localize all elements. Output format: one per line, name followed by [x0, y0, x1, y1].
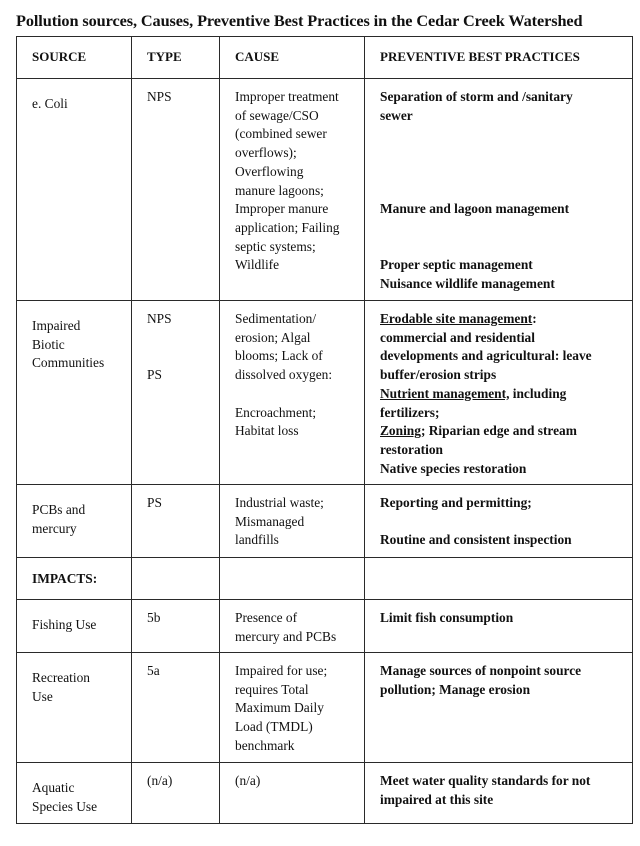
- cell-line: application; Failing: [235, 219, 340, 235]
- cell-line: Impaired: [32, 318, 81, 333]
- cause-cell: [220, 79, 365, 301]
- table-row: [17, 600, 633, 653]
- cell-line: [380, 200, 624, 219]
- source-cell: [17, 600, 132, 653]
- cell-line: Encroachment;: [235, 404, 317, 420]
- cell-line: [380, 107, 624, 126]
- cell-line: [147, 329, 211, 348]
- pollution-table: [16, 36, 633, 824]
- practice-text: sewer: [380, 107, 413, 123]
- cell-line: [380, 513, 624, 532]
- cell-line: 5a: [147, 663, 160, 678]
- cell-line: Load (TMDL): [235, 719, 313, 735]
- type-cell: [132, 558, 220, 600]
- table-row: [17, 653, 633, 763]
- cell-line: mercury: [32, 520, 77, 536]
- cell-line: [147, 347, 211, 366]
- cell-line: Presence of: [235, 610, 298, 625]
- cell-line: Habitat loss: [235, 423, 299, 439]
- cause-cell: [220, 763, 365, 824]
- practice-heading: Erodable site management: [380, 311, 533, 326]
- cell-line: septic systems;: [235, 238, 316, 254]
- cell-line: e. Coli: [32, 96, 68, 111]
- cell-line: manure lagoons;: [235, 182, 324, 198]
- type-cell: [132, 653, 220, 763]
- cell-line: Impaired for use;: [235, 663, 328, 678]
- cell-line: NPS: [147, 89, 172, 104]
- practices-cell: [365, 79, 633, 301]
- cell-line: [380, 681, 624, 700]
- cell-line: [380, 181, 624, 200]
- practice-text: restoration: [380, 441, 443, 457]
- cell-line: Communities: [32, 355, 105, 371]
- cause-cell: [220, 653, 365, 763]
- source-cell: [17, 653, 132, 763]
- practices-cell: [365, 653, 633, 763]
- cell-line: Aquatic: [32, 780, 75, 795]
- cell-line: [380, 347, 624, 366]
- cell-line: [380, 531, 624, 550]
- cell-line: [380, 125, 624, 144]
- type-cell: [132, 79, 220, 301]
- practice-text: Manage sources of nonpoint source: [380, 663, 582, 678]
- cell-line: (n/a): [235, 773, 261, 788]
- header-type: TYPE: [132, 37, 220, 79]
- cell-line: Fishing Use: [32, 617, 97, 632]
- cell-line: Recreation: [32, 670, 90, 685]
- source-cell: [17, 763, 132, 824]
- cell-line: [380, 385, 624, 404]
- cell-line: overflows);: [235, 145, 297, 161]
- cause-cell: [220, 600, 365, 653]
- practice-text: developments and agricultural: leave: [380, 348, 592, 364]
- impacts-label: IMPACTS:: [32, 571, 98, 586]
- impacts-section-row: [17, 558, 633, 600]
- practice-text: Separation of storm and /sanitary: [380, 89, 573, 104]
- header-source: SOURCE: [17, 37, 132, 79]
- practice-text: commercial and residential: [380, 329, 535, 345]
- cell-line: Biotic: [32, 336, 65, 352]
- practice-text: Manure and lagoon management: [380, 201, 570, 217]
- source-cell: [17, 301, 132, 485]
- cell-line: [380, 329, 624, 348]
- practice-text: fertilizers;: [380, 404, 440, 420]
- practice-text: Routine and consistent inspection: [380, 532, 572, 548]
- cell-line: 5b: [147, 610, 161, 625]
- practices-cell: [365, 485, 633, 558]
- cell-line: [380, 441, 624, 460]
- cell-line: [380, 662, 624, 681]
- type-cell: [132, 301, 220, 485]
- practices-cell: [365, 558, 633, 600]
- cell-line: [380, 275, 624, 294]
- practice-text: Proper septic management: [380, 257, 533, 273]
- cell-line: Maximum Daily: [235, 700, 324, 716]
- source-cell: [17, 79, 132, 301]
- cell-line: PCBs and: [32, 502, 86, 517]
- cell-line: [380, 88, 624, 107]
- cell-line: Improper manure: [235, 201, 329, 217]
- cause-cell: [220, 301, 365, 485]
- source-cell: [17, 558, 132, 600]
- cell-line: [380, 238, 624, 257]
- cell-line: erosion; Algal: [235, 329, 311, 345]
- cell-line: (n/a): [147, 773, 173, 788]
- table-row: [17, 763, 633, 824]
- cause-cell: [220, 485, 365, 558]
- practice-text: pollution; Manage erosion: [380, 681, 531, 697]
- cell-line: [380, 494, 624, 513]
- table-row: [17, 485, 633, 558]
- header-practices: PREVENTIVE BEST PRACTICES: [365, 37, 633, 79]
- cell-line: [380, 163, 624, 182]
- cause-cell: [220, 558, 365, 600]
- cell-line: [380, 772, 624, 791]
- type-cell: [132, 600, 220, 653]
- practices-cell: [365, 600, 633, 653]
- cell-line: [380, 310, 624, 329]
- cell-line: [380, 609, 624, 628]
- cell-line: [380, 366, 624, 385]
- cell-line: [380, 144, 624, 163]
- table-row: [17, 79, 633, 301]
- cell-line: landfills: [235, 532, 279, 548]
- cell-line: Sedimentation/: [235, 311, 317, 326]
- practice-text: Reporting and permitting;: [380, 495, 532, 510]
- cell-line: PS: [147, 367, 162, 383]
- cell-line: [380, 404, 624, 423]
- practice-text: including: [509, 385, 567, 401]
- practice-text: Limit fish consumption: [380, 610, 514, 625]
- cell-line: blooms; Lack of: [235, 348, 323, 364]
- document-title: Pollution sources, Causes, Preventive Best Practices in the Cedar Creek Watershed: [16, 11, 583, 30]
- practices-cell: [365, 301, 633, 485]
- cell-line: Wildlife: [235, 257, 280, 273]
- cell-line: Overflowing: [235, 163, 304, 179]
- cell-line: benchmark: [235, 737, 295, 753]
- table-row: [17, 301, 633, 485]
- cell-line: [235, 385, 356, 404]
- practice-text: :: [532, 311, 537, 326]
- practice-text: ; Riparian edge and stream: [420, 423, 577, 439]
- cell-line: [380, 460, 624, 479]
- practice-text: buffer/erosion strips: [380, 367, 497, 383]
- cell-line: [380, 256, 624, 275]
- header-row: [17, 37, 633, 79]
- cell-line: Mismanaged: [235, 513, 305, 529]
- cell-line: (combined sewer: [235, 126, 327, 142]
- cell-line: requires Total: [235, 681, 309, 697]
- cell-line: dissolved oxygen:: [235, 367, 333, 383]
- cell-line: Use: [32, 688, 53, 704]
- cell-line: Improper treatment: [235, 89, 339, 104]
- cell-line: of sewage/CSO: [235, 107, 319, 123]
- practice-heading: Nutrient management,: [380, 385, 510, 401]
- practice-heading: Zoning: [380, 423, 421, 439]
- cell-line: Industrial waste;: [235, 495, 324, 510]
- type-cell: [132, 485, 220, 558]
- source-cell: [17, 485, 132, 558]
- cell-line: [380, 791, 624, 810]
- cell-line: mercury and PCBs: [235, 628, 337, 644]
- header-cause: CAUSE: [220, 37, 365, 79]
- practice-text: Nuisance wildlife management: [380, 275, 555, 291]
- practices-cell: [365, 763, 633, 824]
- cell-line: [380, 219, 624, 238]
- practice-text: Meet water quality standards for not: [380, 773, 591, 788]
- practice-text: impaired at this site: [380, 791, 494, 807]
- cell-line: Species Use: [32, 798, 98, 814]
- cell-line: PS: [147, 495, 162, 510]
- type-cell: [132, 763, 220, 824]
- cell-line: [380, 422, 624, 441]
- practice-text: Native species restoration: [380, 460, 527, 476]
- cell-line: NPS: [147, 311, 172, 326]
